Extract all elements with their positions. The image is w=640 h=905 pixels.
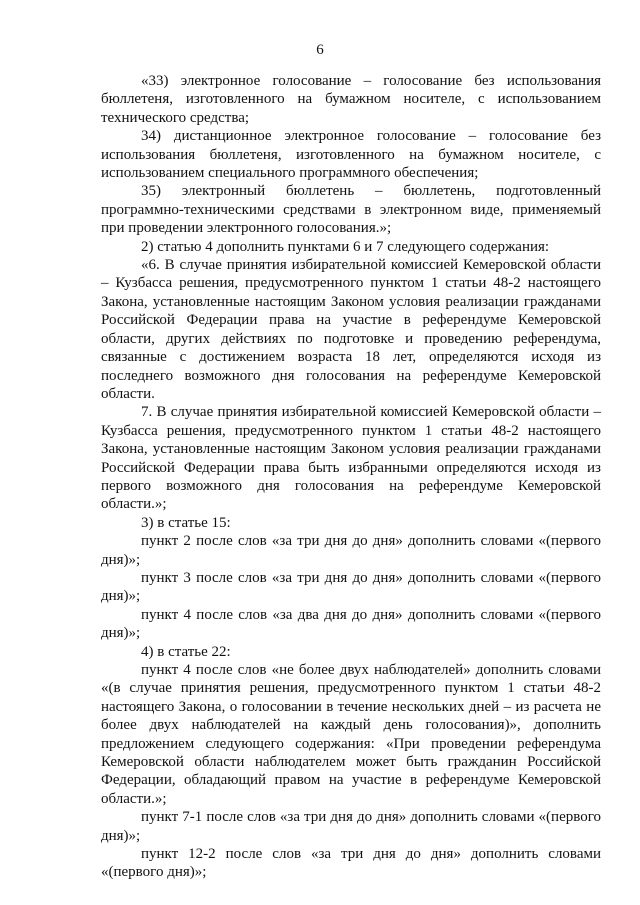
- paragraph-article-15-point-2: пункт 2 после слов «за три дня до дня» дополнить словами «(первого дня)»;: [101, 533, 601, 568]
- paragraph-article-22-point-4: пункт 4 после слов «не более двух наблюдателей» дополнить словами «(в случае принятия решения, предусмотренного пунктом 1 статьи 48-2 настоящего Закона, о голосовании в течение нескольких дней – из расчета не более двух наблюдателей на каждый день голосования)», дополнить предложением следующего содержания: «При проведении референдума Кемеровской области наблюдателем может быть гражданин Российской Федерации, обладающий правом на участие в референдуме Кемеровской области.»;: [101, 662, 601, 807]
- paragraph-article-22-point-12-2: пункт 12-2 после слов «за три дня до дня» дополнить словами «(первого дня)»;: [101, 846, 601, 881]
- paragraph-article-22-point-7-1: пункт 7-1 после слов «за три дня до дня» дополнить словами «(первого дня)»;: [101, 809, 601, 844]
- page-number: 6: [316, 42, 324, 58]
- paragraph-item-34: 34) дистанционное электронное голосование – голосование без использования бюллетеня, изготовленного на бумажном носителе, с использованием специального программного обеспечения;: [101, 128, 601, 182]
- paragraph-item-33: «33) электронное голосование – голосование без использования бюллетеня, изготовленного на бумажном носителе, с использованием технического средства;: [101, 73, 601, 126]
- paragraph-point-6: «6. В случае принятия избирательной комиссией Кемеровской области – Кузбасса решения, предусмотренного пунктом 1 статьи 48-2 настоящего Закона, установленные настоящим Законом условия реализации гражданами Российской Федерации права на участие в референдуме Кемеровской области, других действиях по подготовке и проведению референдума, связанные с достижением возраста 18 лет, определяются исходя из последнего возможного дня голосования на референдуме Кемеровской области.: [101, 257, 601, 402]
- paragraph-article-15-heading: 3) в статье 15:: [141, 514, 231, 531]
- paragraph-article-15-point-3: пункт 3 после слов «за три дня до дня» дополнить словами «(первого дня)»;: [101, 569, 601, 605]
- paragraph-point-7: 7. В случае принятия избирательной комиссией Кемеровской области – Кузбасса решения, предусмотренного пунктом 1 статьи 48-2 настоящего Закона, установленные настоящим Законом условия реализации гражданами Российской Федерации права быть избранными определяются исходя из первого возможного дня голосования на референдуме Кемеровской области.»;: [101, 404, 601, 513]
- paragraph-article-22-heading: 4) в статье 22:: [141, 643, 231, 660]
- document-body: [101, 72, 601, 882]
- paragraph-article-15-point-4: пункт 4 после слов «за два дня до дня» дополнить словами «(первого дня)»;: [101, 606, 601, 642]
- paragraph-item-35: 35) электронный бюллетень – бюллетень, подготовленный программно-техническими средствами в электронном виде, применяемый при проведении электронного голосования.»;: [101, 183, 601, 237]
- paragraph-article-4-amendment: 2) статью 4 дополнить пунктами 6 и 7 следующего содержания:: [141, 238, 550, 255]
